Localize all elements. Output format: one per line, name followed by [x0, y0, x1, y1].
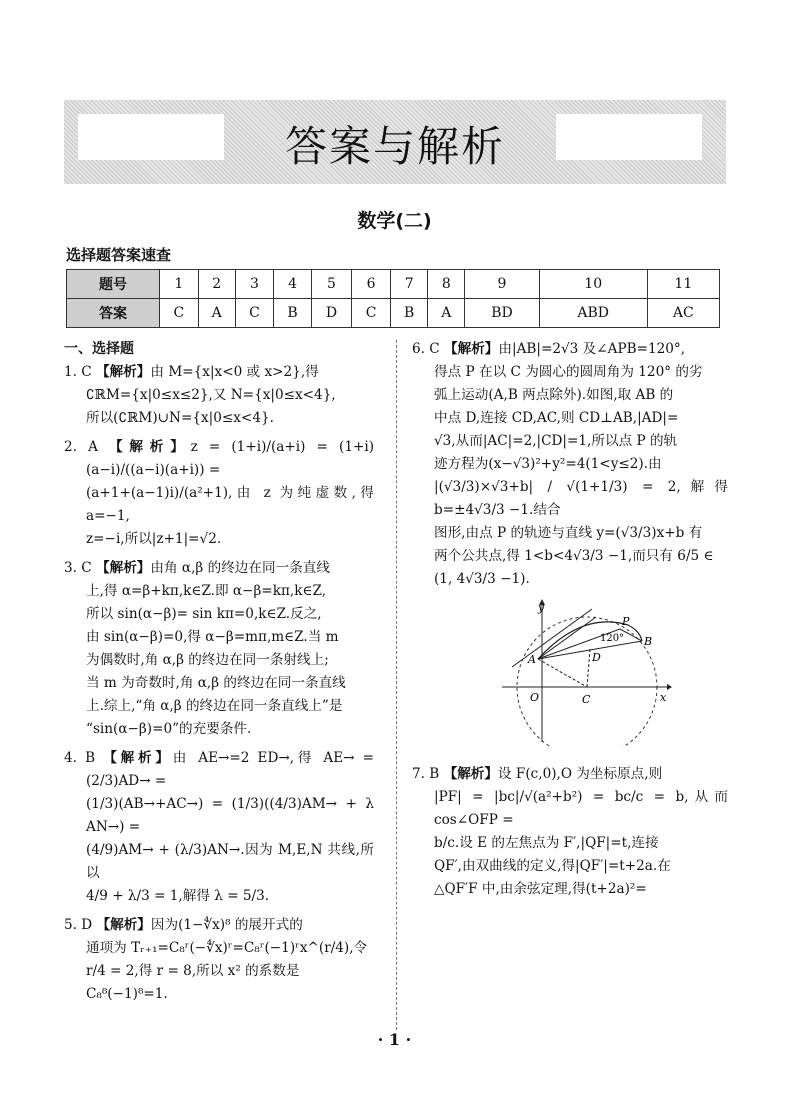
column-divider [396, 340, 397, 1030]
label-y: y [538, 601, 545, 614]
item-line: 为偶数时,角 α,β 的终边在同一条射线上; [86, 652, 329, 668]
solution-item-4 [64, 747, 374, 908]
label-c: C [582, 693, 591, 706]
table-cell: 9 [465, 270, 540, 299]
table-cell: 5 [311, 270, 351, 299]
item-line: 两个公共点,得 1<b<4√3/3 −1,而只有 6/5 ∈ [434, 548, 714, 564]
solution-item-1 [64, 361, 374, 430]
item-line: 由 M={x|x<0 或 x>2},得 [150, 364, 319, 380]
item-line: (4/9)AM→ + (λ/3)AN→.因为 M,E,N 共线,所以 [86, 842, 374, 881]
x-axis-arrow [667, 684, 672, 690]
item-line: 由 sin(α−β)=0,得 α−β=mπ,m∈Z.当 m [86, 629, 339, 645]
circle-diagram [502, 597, 672, 747]
table-cell: 11 [647, 270, 719, 299]
table-cell: D [311, 299, 351, 328]
label-d: D [592, 651, 601, 664]
analysis-tag: 【解析】 [444, 341, 499, 357]
solution-item-3 [64, 557, 374, 741]
analysis-tag: 【解析】 [96, 917, 151, 933]
item-line: 弧上运动(A,B 两点除外).如图,取 AB 的 [434, 387, 674, 403]
table-row-answers [67, 299, 720, 328]
item-line: z = (1+i)/(a+i) = (1+i)(a−i)/((a−i)(a+i)) = [86, 439, 375, 478]
item-line: b/c.设 E 的左焦点为 F′,|QF|=t,连接 [434, 835, 659, 851]
solution-item-2 [64, 436, 374, 551]
subject-subtitle: 数学(二) [357, 210, 432, 232]
item-line: (1/3)(AB→+AC→) = (1/3)((4/3)AM→ + λ AN→) = [86, 796, 374, 835]
table-cell: B [391, 299, 428, 328]
table-cell: 6 [352, 270, 391, 299]
label-b: B [644, 635, 653, 648]
item-line: 中点 D,连接 CD,AC,则 CD⊥AB,|AD|= [434, 410, 679, 426]
item-line: r/4 = 2,得 r = 8,所以 x² 的系数是 [86, 963, 300, 979]
item-line: 由 AE→=2 ED→,得 AE→ = (2/3)AD→ = [86, 750, 375, 789]
locus-circle [517, 617, 657, 747]
item-head: 3. C [64, 560, 92, 576]
item-head: 1. C [64, 364, 92, 380]
table-cell: 3 [235, 270, 274, 299]
table-cell: C [235, 299, 274, 328]
item-line: 4/9 + λ/3 = 1,解得 λ = 5/3. [86, 888, 270, 904]
title-banner [64, 100, 726, 184]
table-row-numbers [67, 270, 720, 299]
item-line: |PF| = |bc|/√(a²+b²) = bc/c = b,从而 cos∠OFP = [434, 789, 728, 828]
label-angle: 120° [600, 633, 625, 644]
section-heading: 一、选择题 [64, 341, 134, 357]
page-title: 答案与解析 [284, 122, 505, 171]
item-head: 5. D [64, 917, 93, 933]
item-line: 上,得 α=β+kπ,k∈Z.即 α−β=kπ,k∈Z, [86, 583, 327, 599]
table-cell: AC [647, 299, 719, 328]
item-line: 设 F(c,0),O 为坐标原点,则 [497, 766, 663, 782]
right-column [412, 338, 728, 907]
left-column [64, 338, 374, 1012]
tangent-line-2 [512, 609, 592, 667]
table-cell: B [274, 299, 311, 328]
item-line: ∁ℝM={x|0≤x≤2},又 N={x|0≤x<4}, [86, 387, 336, 403]
item-head: 7. B [412, 766, 440, 782]
table-cell: 4 [274, 270, 311, 299]
table-cell: BD [465, 299, 540, 328]
answer-table [66, 269, 720, 328]
item-line: (a+1+(a−1)i)/(a²+1),由 z 为纯虚数,得 a=−1, [86, 485, 374, 524]
item-line: 所以(∁ℝM)∪N={x|0≤x<4}. [86, 410, 274, 426]
table-cell: 7 [391, 270, 428, 299]
table-cell: ABD [539, 299, 647, 328]
geometry-figure [502, 597, 728, 755]
table-header-number: 题号 [67, 270, 160, 299]
table-cell: C [160, 299, 199, 328]
item-line: 所以 sin(α−β)= sin kπ=0,k∈Z.反之, [86, 606, 322, 622]
table-cell: 1 [160, 270, 199, 299]
tangent-line [538, 617, 596, 659]
item-line: 得点 P 在以 C 为圆心的圆周角为 120° 的劣 [434, 364, 703, 380]
item-head: 6. C [412, 341, 440, 357]
table-cell: C [352, 299, 391, 328]
table-header-answer: 答案 [67, 299, 160, 328]
item-line: |(√3/3)×√3+b| / √(1+1/3) = 2,解得 b=±4√3/3 −1.结合 [434, 479, 728, 518]
label-a: A [528, 653, 536, 666]
table-cell: 10 [539, 270, 647, 299]
item-line: 由角 α,β 的终边在同一条直线 [150, 560, 330, 576]
analysis-tag: 【解析】 [109, 439, 191, 455]
item-line: 图形,由点 P 的轨迹与直线 y=(√3/3)x+b 有 [434, 525, 703, 541]
label-p: P [622, 615, 630, 628]
segment-ac [538, 659, 587, 687]
item-head: 4. B [64, 750, 96, 766]
analysis-tag: 【解析】 [443, 766, 498, 782]
table-cell: A [428, 299, 465, 328]
page-number: · 1 · [377, 1030, 412, 1049]
item-line: 上.综上,“角 α,β 的终边在同一条直线上”是 [86, 698, 343, 714]
table-cell: A [198, 299, 235, 328]
item-line: 由|AB|=2√3 及∠APB=120°, [498, 341, 686, 357]
item-line: 迹方程为(x−√3)²+y²=4(1<y≤2).由 [434, 456, 662, 472]
item-line: △QF′F 中,由余弦定理,得(t+2a)²= [434, 881, 647, 897]
item-head: 2. A [64, 439, 98, 455]
solution-item-7 [412, 763, 728, 901]
item-line: z=−i,所以|z+1|=√2. [86, 531, 222, 547]
item-line: “sin(α−β)=0”的充要条件. [86, 721, 252, 737]
item-line: QF′,由双曲线的定义,得|QF′|=t+2a.在 [434, 858, 671, 874]
item-line: 通项为 Tᵣ₊₁=C₈ʳ(−∜x)ʳ=C₈ʳ(−1)ʳx^(r/4),令 [86, 940, 368, 956]
item-line: √3,从而|AC|=2,|CD|=1,所以点 P 的轨 [434, 433, 678, 449]
solution-item-5 [64, 914, 374, 1006]
item-line: C₈⁸(−1)⁸=1. [86, 986, 168, 1002]
item-line: 因为(1−∜x)⁸ 的展开式的 [150, 917, 303, 933]
item-line: (1, 4√3/3 −1). [434, 571, 530, 587]
segment-cd [587, 649, 590, 687]
analysis-tag: 【解析】 [96, 560, 151, 576]
label-x: x [660, 691, 667, 704]
quick-answer-heading: 选择题答案速查 [66, 246, 172, 264]
table-cell: 2 [198, 270, 235, 299]
item-line: 当 m 为奇数时,角 α,β 的终边在同一条直线 [86, 675, 346, 691]
solution-item-6 [412, 338, 728, 591]
analysis-tag: 【解析】 [96, 364, 151, 380]
analysis-tag: 【解析】 [103, 750, 173, 766]
table-cell: 8 [428, 270, 465, 299]
label-o: O [530, 691, 540, 704]
